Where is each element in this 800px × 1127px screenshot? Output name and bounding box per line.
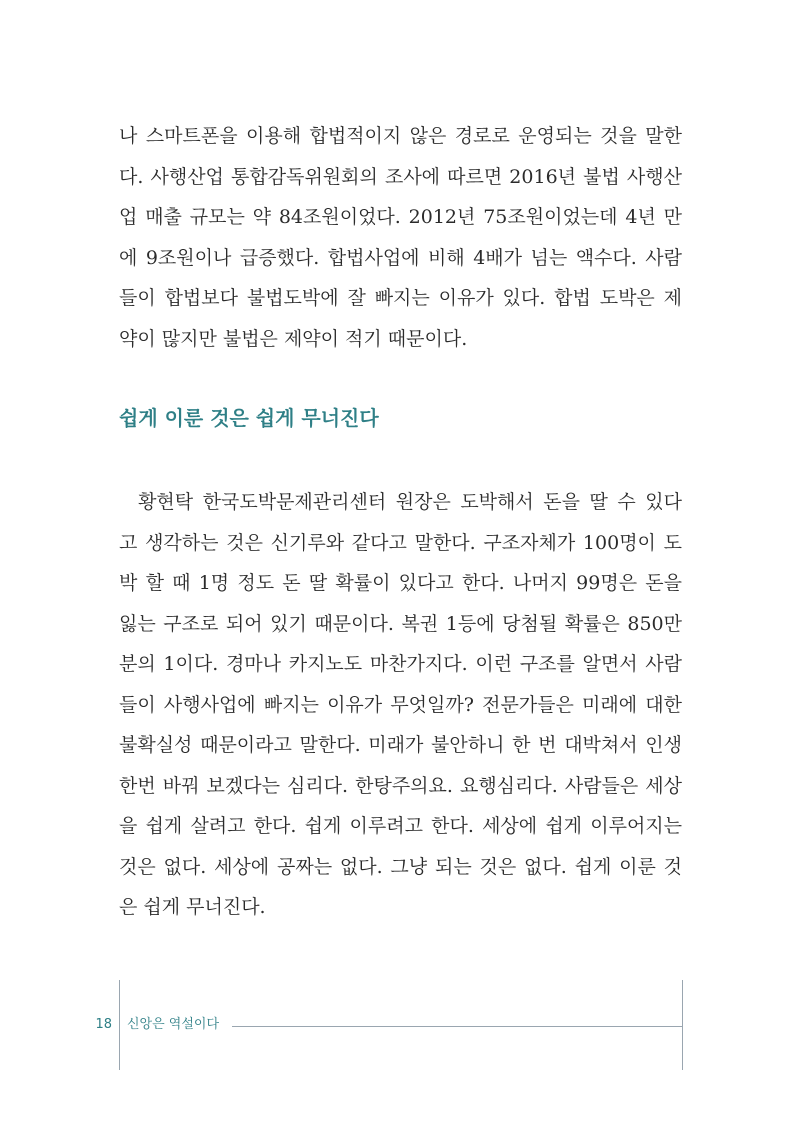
running-title: 신앙은 역설이다 (127, 1017, 220, 1032)
text-line: 에 9조원이나 급증했다. 합법사업에 비해 4배가 넘는 액수다. 사람 (119, 246, 682, 269)
text-line: 은 쉽게 무너진다. (119, 896, 266, 918)
text-line: 황현탁 한국도박문제관리센터 원장은 도박해서 돈을 딸 수 있다 (119, 491, 682, 513)
text-line: 들이 합법보다 불법도박에 잘 빠지는 이유가 있다. 합법 도박은 제 (119, 287, 682, 309)
text-line: 한번 바꿔 보겠다는 심리다. 한탕주의요. 요행심리다. 사람들은 세상 (119, 774, 682, 797)
text-line: 을 쉽게 살려고 한다. 쉽게 이루려고 한다. 세상에 쉽게 이루어지는 (119, 815, 682, 837)
text-line: 다. 사행산업 통합감독위원회의 조사에 따르면 2016년 불법 사행산 (119, 165, 682, 188)
text-line: 불확실성 때문이라고 말한다. 미래가 불안하니 한 번 대박쳐서 인생 (119, 734, 682, 756)
text-line: 박 할 때 1명 정도 돈 딸 확률이 있다고 한다. 나머지 99명은 돈을 (119, 572, 682, 594)
text-line: 분의 1이다. 경마나 카지노도 마찬가지다. 이런 구조를 알면서 사람 (119, 653, 682, 675)
footer-horizontal-rule (232, 1026, 683, 1027)
text-line: 들이 사행사업에 빠지는 이유가 무엇일까? 전문가들은 미래에 대한 (119, 693, 682, 716)
text-line: 고 생각하는 것은 신기루와 같다고 말한다. 구조자체가 100명이 도 (119, 531, 682, 554)
text-line: 나 스마트폰을 이용해 합법적이지 않은 경로로 운영되는 것을 말한 (119, 125, 682, 147)
body-paragraph-2 (119, 482, 682, 928)
text-line: 업 매출 규모는 약 84조원이었다. 2012년 75조원이었는데 4년 만 (119, 206, 682, 228)
page-number: 18 (95, 1017, 112, 1032)
text-line: 것은 없다. 세상에 공짜는 없다. 그냥 되는 것은 없다. 쉽게 이룬 것 (119, 855, 682, 878)
text-line: 잃는 구조로 되어 있기 때문이다. 복권 1등에 당첨될 확률은 850만 (119, 612, 682, 635)
text-line: 약이 많지만 불법은 제약이 적기 때문이다. (119, 327, 468, 350)
section-heading: 쉽게 이룬 것은 쉽게 무너진다 (119, 406, 379, 430)
footer-right-rule (682, 980, 683, 1070)
footer-left-rule (119, 980, 120, 1070)
body-paragraph-1 (119, 116, 682, 359)
